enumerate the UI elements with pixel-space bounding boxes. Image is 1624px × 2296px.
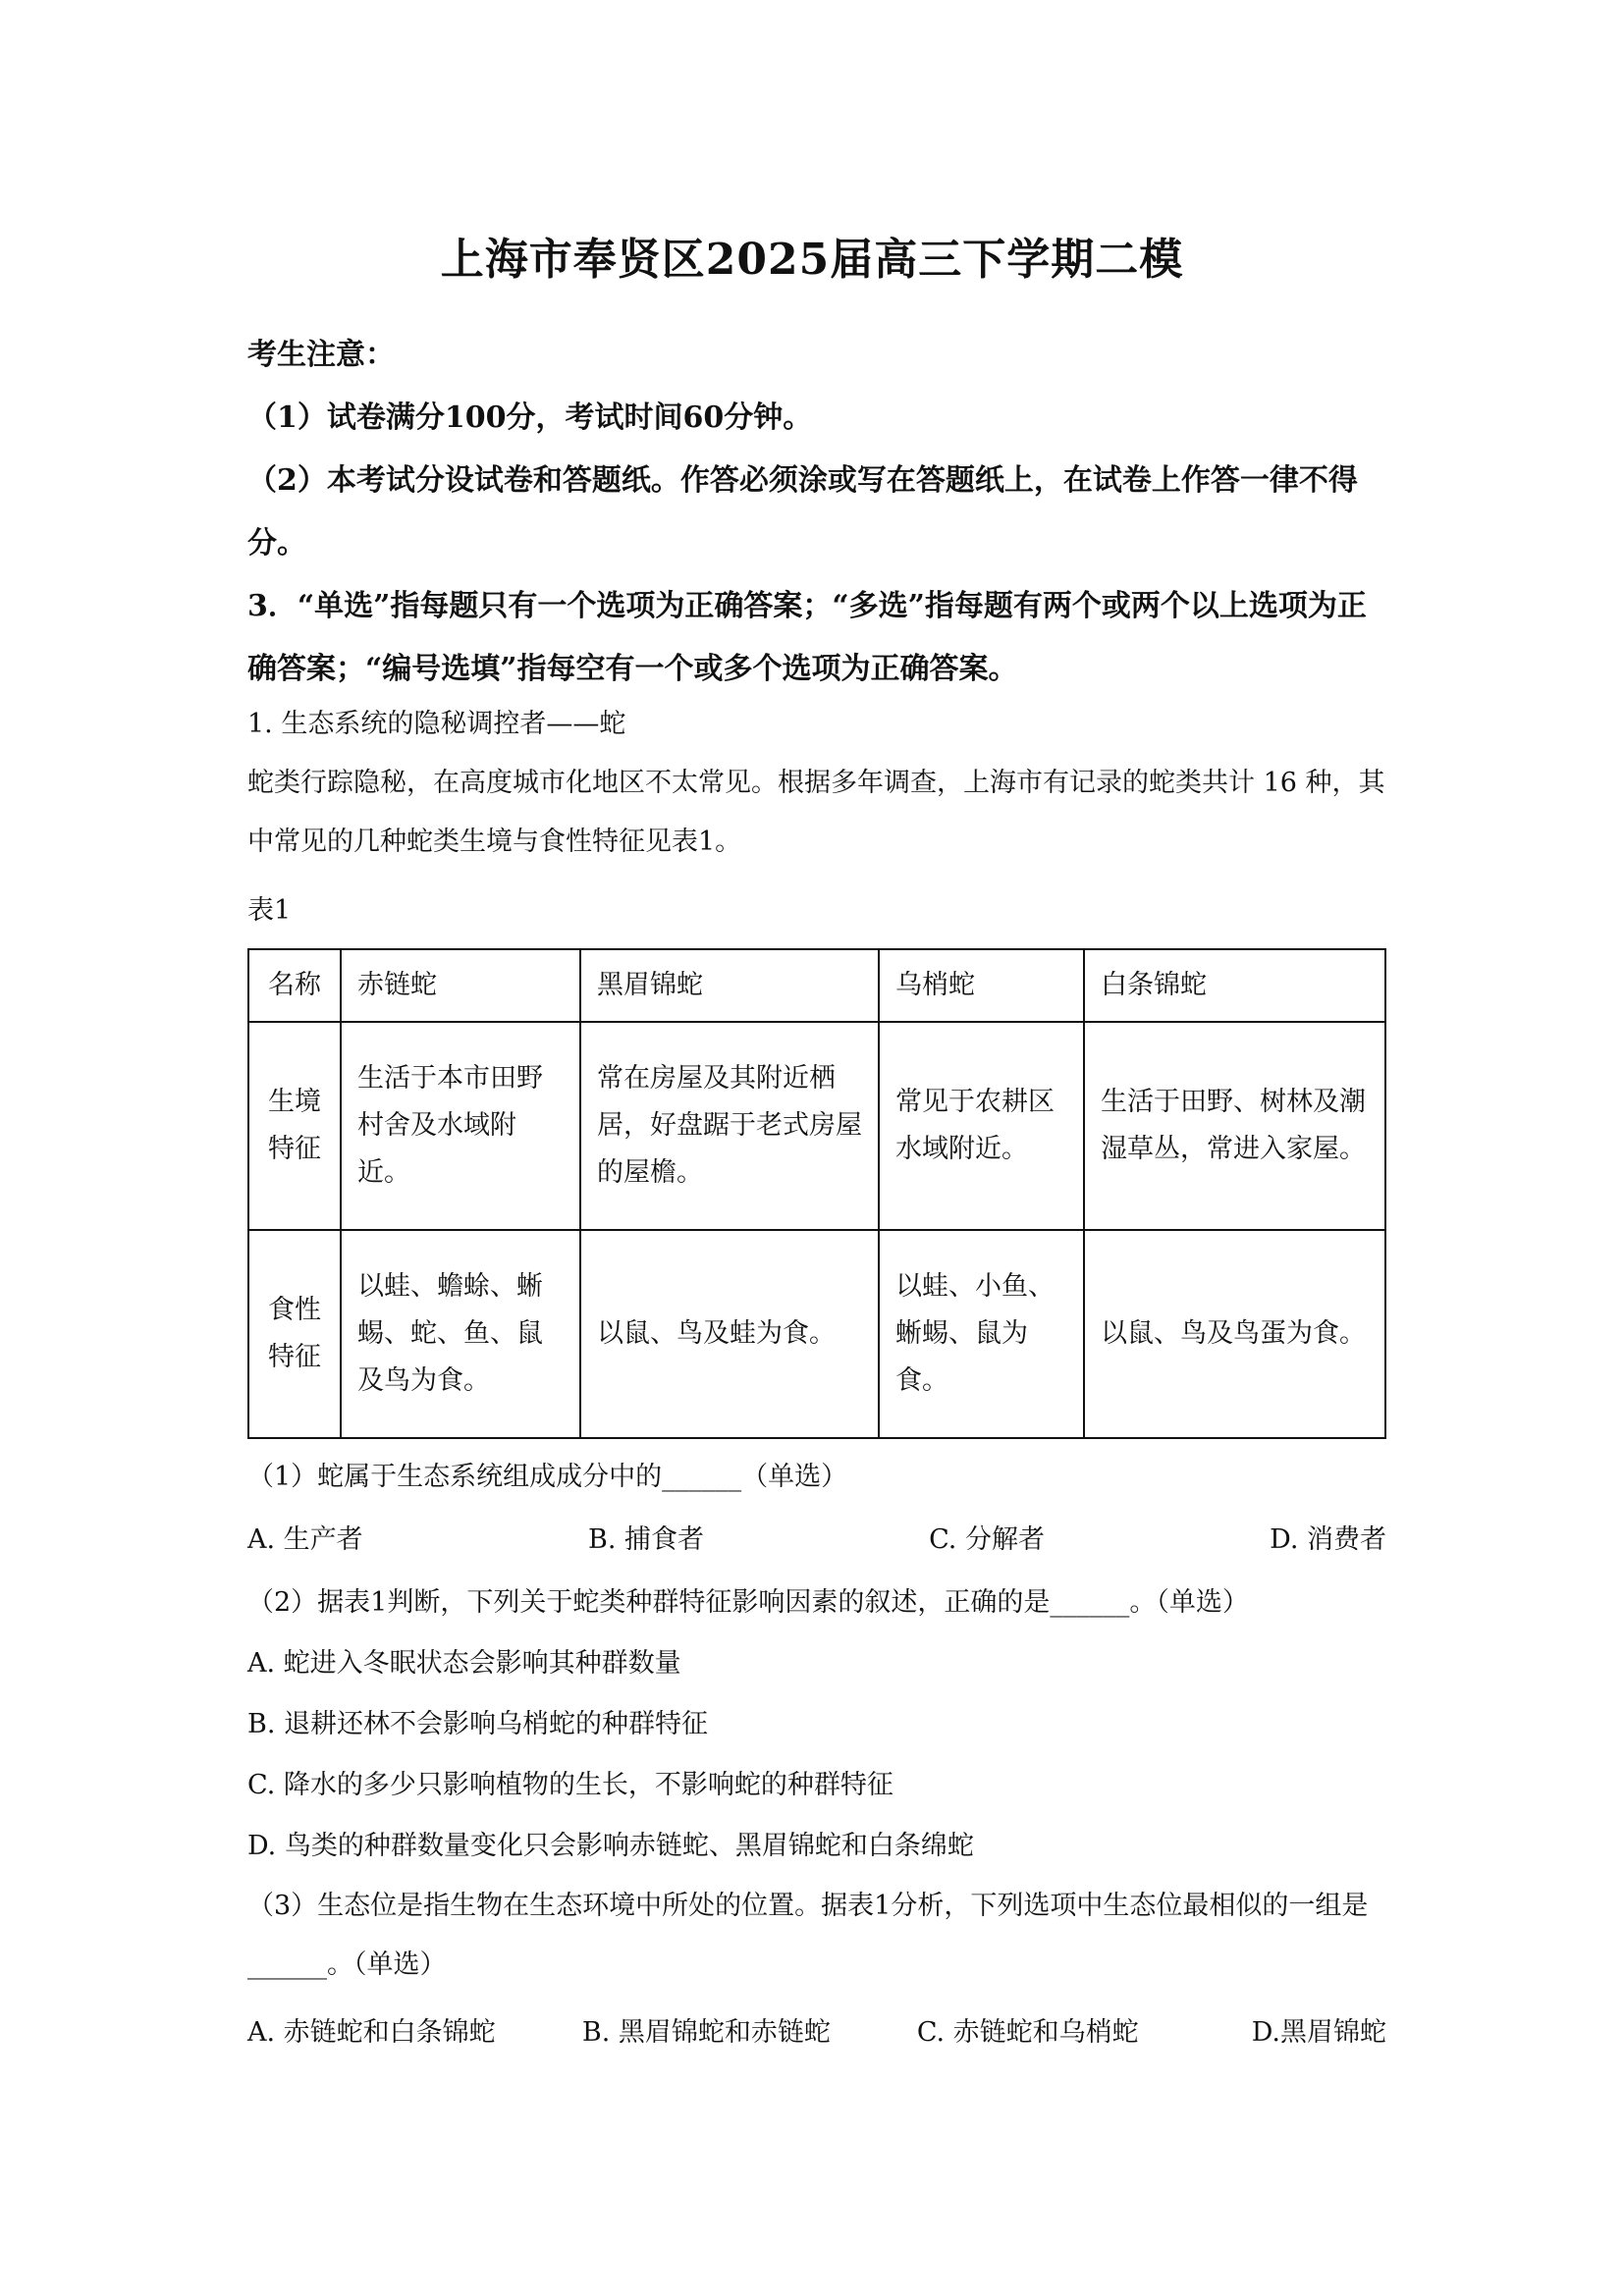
question-3-stem: （3）生态位是指生物在生态环境中所处的位置。据表1分析，下列选项中生态位最相似的一组是______。（单选） <box>247 1891 1369 1980</box>
table-cell: 生活于田野、树林及潮湿草丛，常进入家屋。 <box>1084 1022 1385 1230</box>
option-b: B. 黑眉锦蛇和赤链蛇 <box>581 2017 831 2048</box>
option-c: C. 分解者 <box>929 1524 1045 1555</box>
notice-item-3: 3．“单选”指每题只有一个选项为正确答案；“多选”指每题有两个或两个以上选项为正确答案；“编号选填”指每空有一个或多个选项为正确答案。 <box>247 589 1367 686</box>
question-1-stem: （1）蛇属于生态系统组成成分中的______（单选） <box>247 1462 848 1492</box>
table-cell: 以鼠、鸟及鸟蛋为食。 <box>1084 1230 1385 1438</box>
table-cell: 生活于本市田野村舍及水域附近。 <box>341 1022 580 1230</box>
option-d: D. 消费者 <box>1270 1524 1386 1555</box>
section-title: 1. 生态系统的隐秘调控者——蛇 <box>247 709 626 739</box>
notice-block <box>247 324 1386 701</box>
section-intro: 蛇类行踪隐秘，在高度城市化地区不太常见。根据多年调查，上海市有记录的蛇类共计 16 种，其中常见的几种蛇类生境与食性特征见表1。 <box>247 768 1385 857</box>
question-1-options <box>247 1518 1386 1556</box>
table-cell: 常在房屋及其附近栖居，好盘踞于老式房屋的屋檐。 <box>580 1022 879 1230</box>
question-2-option-d: D. 鸟类的种群数量变化只会影响赤链蛇、黑眉锦蛇和白条绵蛇 <box>247 1831 974 1861</box>
question-2-option-b: B. 退耕还林不会影响乌梢蛇的种群特征 <box>247 1709 709 1739</box>
question-2-option-a: A. 蛇进入冬眠状态会影响其种群数量 <box>247 1648 681 1679</box>
option-d: D.黑眉锦蛇 <box>1251 2017 1386 2048</box>
table-caption: 表1 <box>247 895 292 926</box>
snake-table <box>247 948 1386 1439</box>
question-3-options <box>247 2010 1386 2049</box>
question-2-stem: （2）据表1判断，下列关于蛇类种群特征影响因素的叙述，正确的是______。（单选） <box>247 1587 1249 1618</box>
notice-item-1: （1）试卷满分100分，考试时间60分钟。 <box>247 400 813 435</box>
option-c: C. 赤链蛇和乌梢蛇 <box>916 2017 1139 2048</box>
notice-item-2: （2）本考试分设试卷和答题纸。作答必须涂或写在答题纸上，在试卷上作答一律不得分。 <box>247 463 1358 561</box>
table-row <box>248 1230 1385 1438</box>
option-a: A. 生产者 <box>247 1524 363 1555</box>
table-row-head: 生境特征 <box>248 1022 341 1230</box>
page-title: 上海市奉贤区2025届高三下学期二模 <box>440 235 1184 285</box>
question-2-option-c: C. 降水的多少只影响植物的生长，不影响蛇的种群特征 <box>247 1770 893 1800</box>
table-header-cell: 白条锦蛇 <box>1084 949 1385 1022</box>
table-cell: 以蛙、小鱼、蜥蜴、鼠为食。 <box>879 1230 1084 1438</box>
table-header-cell: 乌梢蛇 <box>879 949 1084 1022</box>
table-cell: 常见于农耕区水域附近。 <box>879 1022 1084 1230</box>
table-cell: 以鼠、鸟及蛙为食。 <box>580 1230 879 1438</box>
table-header-row <box>248 949 1385 1022</box>
table-row-head: 食性特征 <box>248 1230 341 1438</box>
table-cell: 以蛙、蟾蜍、蜥蜴、蛇、鱼、鼠及鸟为食。 <box>341 1230 580 1438</box>
table-header-cell: 名称 <box>248 949 341 1022</box>
table-header-cell: 赤链蛇 <box>341 949 580 1022</box>
notice-heading: 考生注意： <box>247 338 395 372</box>
table-row <box>248 1022 1385 1230</box>
table-header-cell: 黑眉锦蛇 <box>580 949 879 1022</box>
option-b: B. 捕食者 <box>588 1524 705 1555</box>
option-a: A. 赤链蛇和白条锦蛇 <box>247 2017 496 2048</box>
